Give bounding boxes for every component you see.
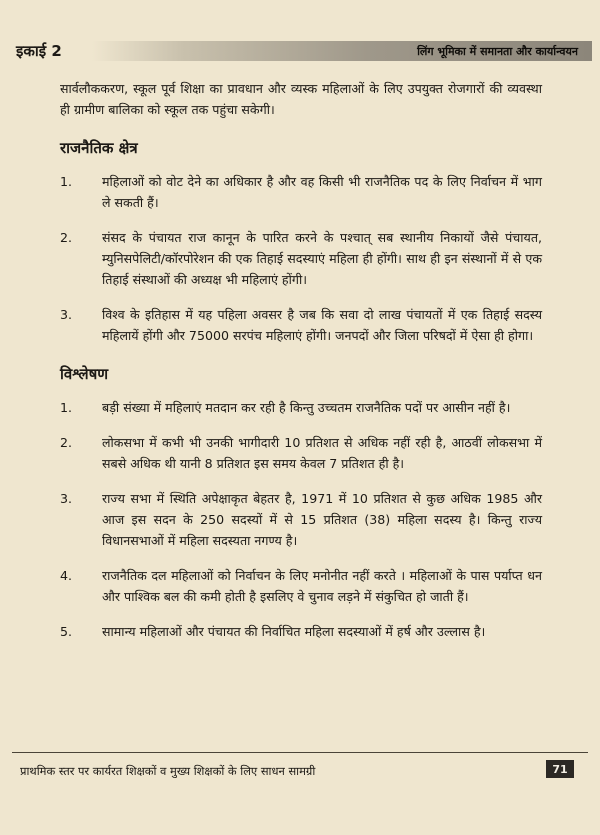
- item-number: 5.: [60, 624, 73, 639]
- political-list: [60, 171, 542, 346]
- item-text: विश्व के इतिहास में यह पहिला अवसर है जब कि सवा दो लाख पंचायतों में एक तिहाई सदस्य महिलायें होंगी और 75000 सरपंच महिलाएं होंगी। जनपदों और जिला परिषदों में ऐसा ही होगा।: [102, 307, 542, 343]
- item-number: 3.: [60, 491, 73, 506]
- item-text: लोकसभा में कभी भी उनकी भागीदारी 10 प्रतिशत से अधिक नहीं रही है, आठवीं लोकसभा में सबसे अधिक थी यानी 8 प्रतिशत इस समय केवल 7 प्रतिशत ही है।: [102, 435, 542, 471]
- footer-text: प्राथमिक स्तर पर कार्यरत शिक्षकों व मुख्य शिक्षकों के लिए साधन सामग्री: [20, 764, 316, 778]
- item-number: 4.: [60, 568, 73, 583]
- footer-rule: [12, 752, 588, 753]
- page-number: 71: [546, 760, 574, 778]
- list-item: [60, 488, 542, 551]
- item-number: 1.: [60, 400, 73, 415]
- item-text: बड़ी संख्या में महिलाएं मतदान कर रही है किन्तु उच्चतम राजनैतिक पदों पर आसीन नहीं है।: [102, 400, 511, 415]
- list-item: [60, 565, 542, 607]
- intro-paragraph: सार्वलौककरण, स्कूल पूर्व शिक्षा का प्रावधान और व्यस्क महिलाओं के लिए उपयुक्त रोजगारों की व्यवस्था ही ग्रामीण बालिका को स्कूल तक पहुंचा सकेगी।: [60, 81, 542, 117]
- item-number: 1.: [60, 174, 73, 189]
- item-text: सामान्य महिलाओं और पंचायत की निर्वाचित महिला सदस्याओं में हर्ष और उल्लास है।: [102, 624, 486, 639]
- item-number: 2.: [60, 435, 73, 450]
- item-text: महिलाओं को वोट देने का अधिकार है और वह किसी भी राजनैतिक पद के लिए निर्वाचन में भाग ले सकती हैं।: [102, 174, 542, 210]
- unit-label: इकाई 2: [16, 42, 62, 60]
- running-header: [14, 38, 592, 64]
- list-item: [60, 432, 542, 474]
- item-text: राजनैतिक दल महिलाओं को निर्वाचन के लिए मनोनीत नहीं करते । महिलाओं के पास पर्याप्त धन और पाश्विक बल की कमी होती है इसलिए वे चुनाव लड़ने में संकुचित हो जाती हैं।: [102, 568, 542, 604]
- list-item: [60, 171, 542, 213]
- item-number: 2.: [60, 230, 73, 245]
- item-text: राज्य सभा में स्थिति अपेक्षाकृत बेहतर है, 1971 में 10 प्रतिशत से कुछ अधिक 1985 और आज इस सदन के 250 सदस्यों में से 15 प्रतिशत (38) महिला सदस्य है। किन्तु राज्य विधानसभाओं में महिला सदस्यता नगण्य है।: [102, 491, 542, 548]
- item-text: संसद के पंचायत राज कानून के पारित करने के पश्चात् सब स्थानीय निकायों जैसे पंचायत, म्युनिसपेलिटी/कॉरपोरेशन की एक तिहाई सदस्याएं महिला ही होंगी। साथ ही इन संस्थानों में से एक तिहाई संस्थाओं की अध्यक्ष भी महिलाएं होंगी।: [102, 230, 542, 287]
- list-item: [60, 304, 542, 346]
- list-item: [60, 621, 542, 642]
- item-number: 3.: [60, 307, 73, 322]
- section-title-political: राजनैतिक क्षेत्र: [60, 139, 138, 157]
- analysis-list: [60, 397, 542, 642]
- main-content: [60, 72, 542, 642]
- list-item: [60, 397, 542, 418]
- section-title-analysis: विश्लेषण: [60, 365, 109, 383]
- list-item: [60, 227, 542, 290]
- chapter-title: लिंग भूमिका में समानता और कार्यान्वयन: [417, 44, 578, 58]
